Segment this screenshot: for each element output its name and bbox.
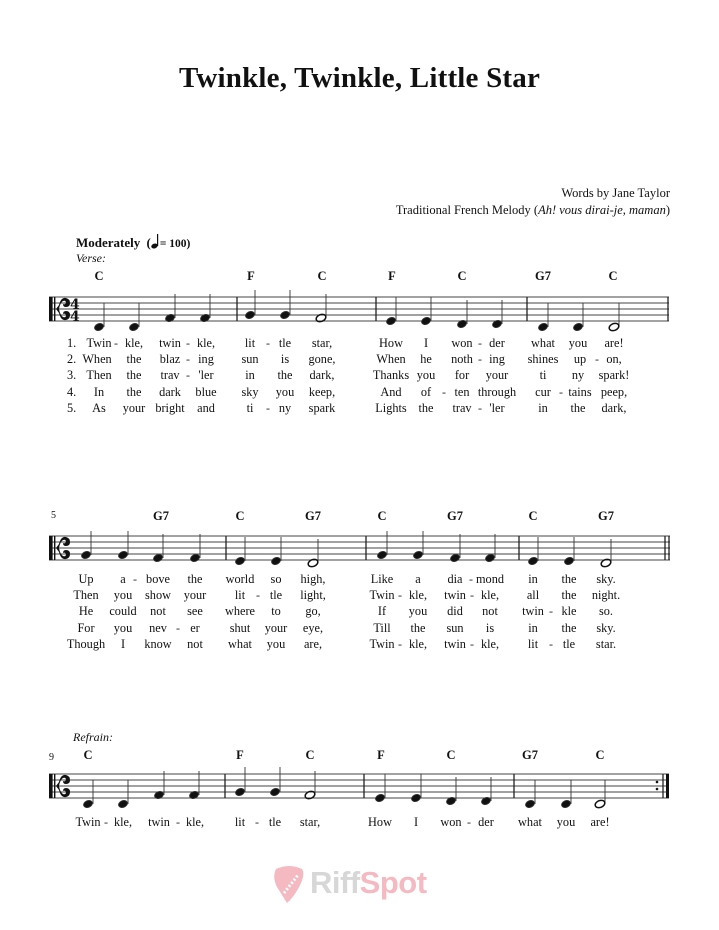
lyric-syllable: the <box>410 620 426 635</box>
lyric-syllable: so <box>270 572 282 586</box>
lyric-syllable: the <box>126 384 142 399</box>
lyric-hyphen: - <box>478 352 482 367</box>
lyric-syllable: dark <box>159 384 181 399</box>
verse-number: 4. <box>67 384 77 399</box>
lyric-syllable: your <box>485 368 509 383</box>
lyric-syllable: tle <box>278 336 292 350</box>
lyric-syllable: is <box>485 620 495 635</box>
chord-symbol: G7 <box>305 509 321 523</box>
lyric-syllable: tle <box>268 815 282 829</box>
lyric-syllable: the <box>561 620 577 635</box>
lyric-syllable: world <box>225 572 255 586</box>
lyric-syllable: ten <box>454 384 470 399</box>
lyric-syllable: ing <box>489 352 505 367</box>
lyric-syllable: trav <box>452 400 472 415</box>
lyric-syllable: so. <box>598 604 614 619</box>
lyric-syllable: you <box>266 636 286 651</box>
lyric-syllable: As <box>92 400 106 415</box>
lyric-syllable: shut <box>229 620 251 635</box>
lyric-hyphen: - <box>176 815 180 829</box>
lyric-syllable: kle, <box>408 636 428 651</box>
lyric-syllable: cur <box>535 384 551 399</box>
lyric-syllable: your <box>122 400 146 415</box>
lyric-syllable: the <box>277 368 293 383</box>
lyric-syllable: blue <box>195 384 217 399</box>
lyric-syllable: peep, <box>600 384 628 399</box>
lyric-hyphen: - <box>478 336 482 350</box>
chord-symbol: C <box>457 269 467 283</box>
lyric-syllable: twin <box>159 336 181 350</box>
lyric-syllable: sun <box>446 620 464 635</box>
chord-symbol: C <box>317 269 327 283</box>
lyric-syllable: Then <box>73 588 99 603</box>
lyric-syllable: star. <box>595 636 617 651</box>
lyric-syllable: know <box>144 636 172 651</box>
lyric-syllable: tle <box>562 636 576 651</box>
chord-symbol: G7 <box>522 748 538 762</box>
lyric-syllable: on, <box>606 352 622 367</box>
svg-text:4: 4 <box>70 309 80 325</box>
lyric-syllable: 'ler <box>489 400 505 415</box>
lyric-syllable: ti <box>246 400 254 415</box>
lyric-syllable: kle <box>561 604 577 619</box>
lyric-syllable: spark <box>308 400 336 415</box>
lyric-syllable: mond <box>475 572 505 586</box>
lyric-syllable: spark! <box>598 368 630 383</box>
lyric-syllable: sky <box>241 384 259 399</box>
chord-symbol: F <box>236 748 244 762</box>
lyric-syllable: ti <box>539 368 547 383</box>
lyric-syllable: When <box>376 352 406 367</box>
lyric-syllable: are! <box>604 336 624 350</box>
lyric-syllable: lit <box>234 815 246 829</box>
lyric-syllable: trav <box>160 368 180 383</box>
lyric-syllable: where <box>224 604 256 619</box>
lyric-syllable: you <box>275 384 295 399</box>
lyric-hyphen: - <box>549 604 553 619</box>
lyric-syllable: kle, <box>185 815 205 829</box>
lyric-syllable: gone, <box>308 352 336 367</box>
lyric-syllable: through <box>477 384 517 399</box>
notes-system-3 <box>82 767 605 809</box>
lyric-syllable: Though <box>66 636 106 651</box>
lyric-hyphen: - <box>595 352 599 367</box>
lyric-syllable: kle, <box>113 815 133 829</box>
lyric-syllable: nev <box>149 620 167 635</box>
lyric-hyphen: - <box>470 588 474 603</box>
verse-number: 2. <box>67 352 77 367</box>
lyric-syllable: show <box>145 588 171 603</box>
lyric-syllable: How <box>368 815 392 829</box>
lyric-syllable: If <box>377 604 387 619</box>
lyric-syllable: to <box>271 604 281 619</box>
lyric-syllable: bright <box>155 400 185 415</box>
tempo-bpm: = 100) <box>159 238 191 250</box>
song-title: Twinkle, Twinkle, Little Star <box>178 62 541 94</box>
verse-number: 3. <box>67 368 77 383</box>
lyric-syllable: is <box>280 352 290 367</box>
lyric-syllable: dark, <box>309 368 335 383</box>
lyric-syllable: in <box>528 572 538 586</box>
lyric-syllable: twin <box>444 636 466 651</box>
lyric-syllable: won <box>451 336 473 350</box>
lyric-syllable: 'ler <box>198 368 214 383</box>
lyric-syllable: the <box>418 400 434 415</box>
lyric-syllable: night. <box>591 588 621 603</box>
measure-number-5: 5 <box>51 510 56 521</box>
lyric-syllable: won <box>440 815 462 829</box>
lyric-syllable: light, <box>300 588 326 603</box>
lyric-hyphen: - <box>398 636 402 651</box>
lyric-syllable: ny <box>278 400 292 415</box>
chord-symbol: G7 <box>598 509 614 523</box>
lyric-syllable: Till <box>373 620 391 635</box>
lyric-syllable: a <box>120 572 126 586</box>
lyric-syllable: you <box>113 588 133 603</box>
notes-system-1 <box>93 290 619 332</box>
lyric-syllable: lit <box>244 336 256 350</box>
lyric-syllable: I <box>120 636 126 651</box>
lyric-syllable: sun <box>241 352 259 367</box>
lyric-syllable: Lights <box>375 400 407 415</box>
lyric-syllable: in <box>528 620 538 635</box>
lyric-hyphen: - <box>559 384 563 399</box>
verse-number: 1. <box>67 336 77 350</box>
lyric-syllable: all <box>526 588 540 603</box>
lyric-hyphen: - <box>176 620 180 635</box>
lyric-syllable: star, <box>299 815 321 829</box>
lyric-syllable: go, <box>305 604 321 619</box>
lyric-syllable: ny <box>571 368 585 383</box>
lyric-syllable: you <box>408 604 428 619</box>
lyric-syllable: Then <box>86 368 112 383</box>
lyric-syllable: Twin <box>369 588 395 603</box>
lyric-syllable: Twin <box>75 815 101 829</box>
lyric-syllable: lit <box>527 636 539 651</box>
lyric-syllable: and <box>197 400 215 415</box>
repeat-dot <box>656 788 659 791</box>
lyric-syllable: did <box>447 604 463 619</box>
lyric-syllable: kle, <box>480 636 500 651</box>
lyric-syllable: the <box>561 572 577 586</box>
lyric-syllable: what <box>518 815 542 829</box>
lyric-syllable: twin <box>148 815 170 829</box>
chord-symbol: G7 <box>535 269 551 283</box>
lyric-syllable: der <box>489 336 505 350</box>
composer-prefix: Traditional French Melody ( <box>395 203 539 217</box>
lyric-syllable: kle, <box>408 588 428 603</box>
chord-symbol: C <box>235 509 245 523</box>
lyric-hyphen: - <box>549 636 553 651</box>
tempo-open: ( <box>146 235 151 250</box>
verse-number: 5. <box>67 400 77 415</box>
lyric-syllable: tle <box>269 588 283 603</box>
lyric-syllable: twin <box>522 604 544 619</box>
lyric-syllable: blaz <box>159 352 181 367</box>
lyric-syllable: I <box>423 336 429 350</box>
lyric-syllable: Twin <box>86 336 112 350</box>
lyric-syllable: not <box>482 604 498 619</box>
lyric-syllable: what <box>531 336 555 350</box>
lyric-syllable: star, <box>311 336 333 350</box>
chord-symbol: C <box>446 748 456 762</box>
section-label-verse: Verse: <box>76 251 106 265</box>
lyric-syllable: dark, <box>601 400 627 415</box>
lyric-syllable: you <box>113 620 133 635</box>
chord-symbol: G7 <box>447 509 463 523</box>
chord-symbol: F <box>377 748 385 762</box>
chord-symbol: F <box>388 269 396 283</box>
lyric-syllable: the <box>187 572 203 586</box>
lyric-syllable: keep, <box>308 384 336 399</box>
lyric-syllable: your <box>183 588 207 603</box>
lyric-syllable: you <box>416 368 436 383</box>
lyric-syllable: in <box>245 368 255 383</box>
chord-symbol: C <box>377 509 387 523</box>
lyric-syllable: In <box>93 384 105 399</box>
lyric-hyphen: - <box>266 400 270 415</box>
lyric-syllable: twin <box>444 588 466 603</box>
lyric-hyphen: - <box>398 588 402 603</box>
lyric-syllable: high, <box>300 572 326 586</box>
guitar-pick-icon <box>272 865 306 905</box>
lyric-syllable: Thanks <box>372 368 410 383</box>
lyric-syllable: the <box>570 400 586 415</box>
lyric-syllable: kle, <box>124 336 144 350</box>
notes-system-2 <box>80 531 611 568</box>
chord-symbol: F <box>247 269 255 283</box>
lyric-syllable: not <box>187 636 203 651</box>
chord-symbol: C <box>305 748 315 762</box>
lyric-syllable: you <box>556 815 576 829</box>
lyric-hyphen: - <box>186 352 190 367</box>
lyric-hyphen: - <box>114 336 118 350</box>
lyric-hyphen: - <box>255 815 259 829</box>
lyric-syllable: eye, <box>302 620 324 635</box>
lyric-syllable: the <box>126 368 142 383</box>
chord-symbol: C <box>595 748 605 762</box>
lyric-hyphen: - <box>470 636 474 651</box>
lyric-syllable: For <box>77 620 95 635</box>
lyric-syllable: kle, <box>480 588 500 603</box>
lyric-syllable: noth <box>451 352 473 367</box>
lyric-syllable: are, <box>303 636 323 651</box>
lyric-hyphen: - <box>186 336 190 350</box>
lyric-syllable: for <box>454 368 470 383</box>
lyric-syllable: How <box>379 336 403 350</box>
lyric-syllable: you <box>568 336 588 350</box>
lyric-syllable: your <box>264 620 288 635</box>
lyric-syllable: up <box>573 352 587 367</box>
lyric-syllable: sky. <box>596 572 616 586</box>
lyric-syllable: lit <box>234 588 246 603</box>
lyricist-credit: Words by Jane Taylor <box>561 186 670 200</box>
lyric-syllable: of <box>420 384 432 399</box>
composer-suffix: ) <box>665 203 670 217</box>
staff-system-2 <box>49 536 670 560</box>
lyric-syllable: kle, <box>196 336 216 350</box>
staff-system-1 <box>49 297 669 321</box>
lyric-syllable: the <box>126 352 142 367</box>
lyric-syllable: he <box>420 352 432 367</box>
lyric-hyphen: - <box>469 572 473 586</box>
lyric-hyphen: - <box>266 336 270 350</box>
lyric-syllable: der <box>478 815 494 829</box>
lyric-syllable: bove <box>146 572 170 586</box>
lyric-syllable: could <box>109 604 137 619</box>
measure-number-9: 9 <box>49 752 54 763</box>
lyric-hyphen: - <box>467 815 471 829</box>
lyric-syllable: in <box>538 400 548 415</box>
lyric-hyphen: - <box>478 400 482 415</box>
original-title: Ah! vous dirai-je, maman <box>538 203 666 217</box>
repeat-dot <box>656 781 659 784</box>
lyric-syllable: I <box>413 815 419 829</box>
chord-symbol: C <box>83 748 93 762</box>
lyric-hyphen: - <box>256 588 260 603</box>
lyric-syllable: sky. <box>596 620 616 635</box>
lyric-syllable: Up <box>78 572 94 586</box>
staff-system-3 <box>49 774 669 798</box>
lyric-hyphen: - <box>186 368 190 383</box>
tempo-label: Moderately <box>76 235 141 250</box>
riffspot-logo <box>272 863 452 909</box>
lyric-syllable: Twin <box>369 636 395 651</box>
lyric-syllable: tains <box>568 384 592 399</box>
chord-symbol: C <box>528 509 538 523</box>
lyric-hyphen: - <box>133 572 137 586</box>
logo-text: RiffSpot <box>310 865 427 900</box>
lyric-hyphen: - <box>442 384 446 399</box>
chord-symbol: C <box>94 269 104 283</box>
svg-text:4: 4 <box>70 297 80 313</box>
lyric-syllable: a <box>415 572 421 586</box>
lyric-syllable: And <box>380 384 402 399</box>
lyric-syllable: what <box>228 636 252 651</box>
lyric-syllable: When <box>82 352 112 367</box>
lyric-syllable: not <box>150 604 166 619</box>
chord-symbol: C <box>608 269 618 283</box>
lyric-hyphen: - <box>104 815 108 829</box>
lyric-syllable: the <box>561 588 577 603</box>
lyric-syllable: shines <box>527 352 559 367</box>
chord-symbol: G7 <box>153 509 169 523</box>
lyric-syllable: dia <box>447 572 463 586</box>
section-label-refrain: Refrain: <box>73 730 113 744</box>
lyric-syllable: He <box>78 604 94 619</box>
lyric-syllable: are! <box>590 815 610 829</box>
lyric-syllable: see <box>187 604 203 619</box>
lyric-syllable: er <box>190 620 200 635</box>
lyric-syllable: Like <box>370 572 394 586</box>
lyric-syllable: ing <box>198 352 214 367</box>
